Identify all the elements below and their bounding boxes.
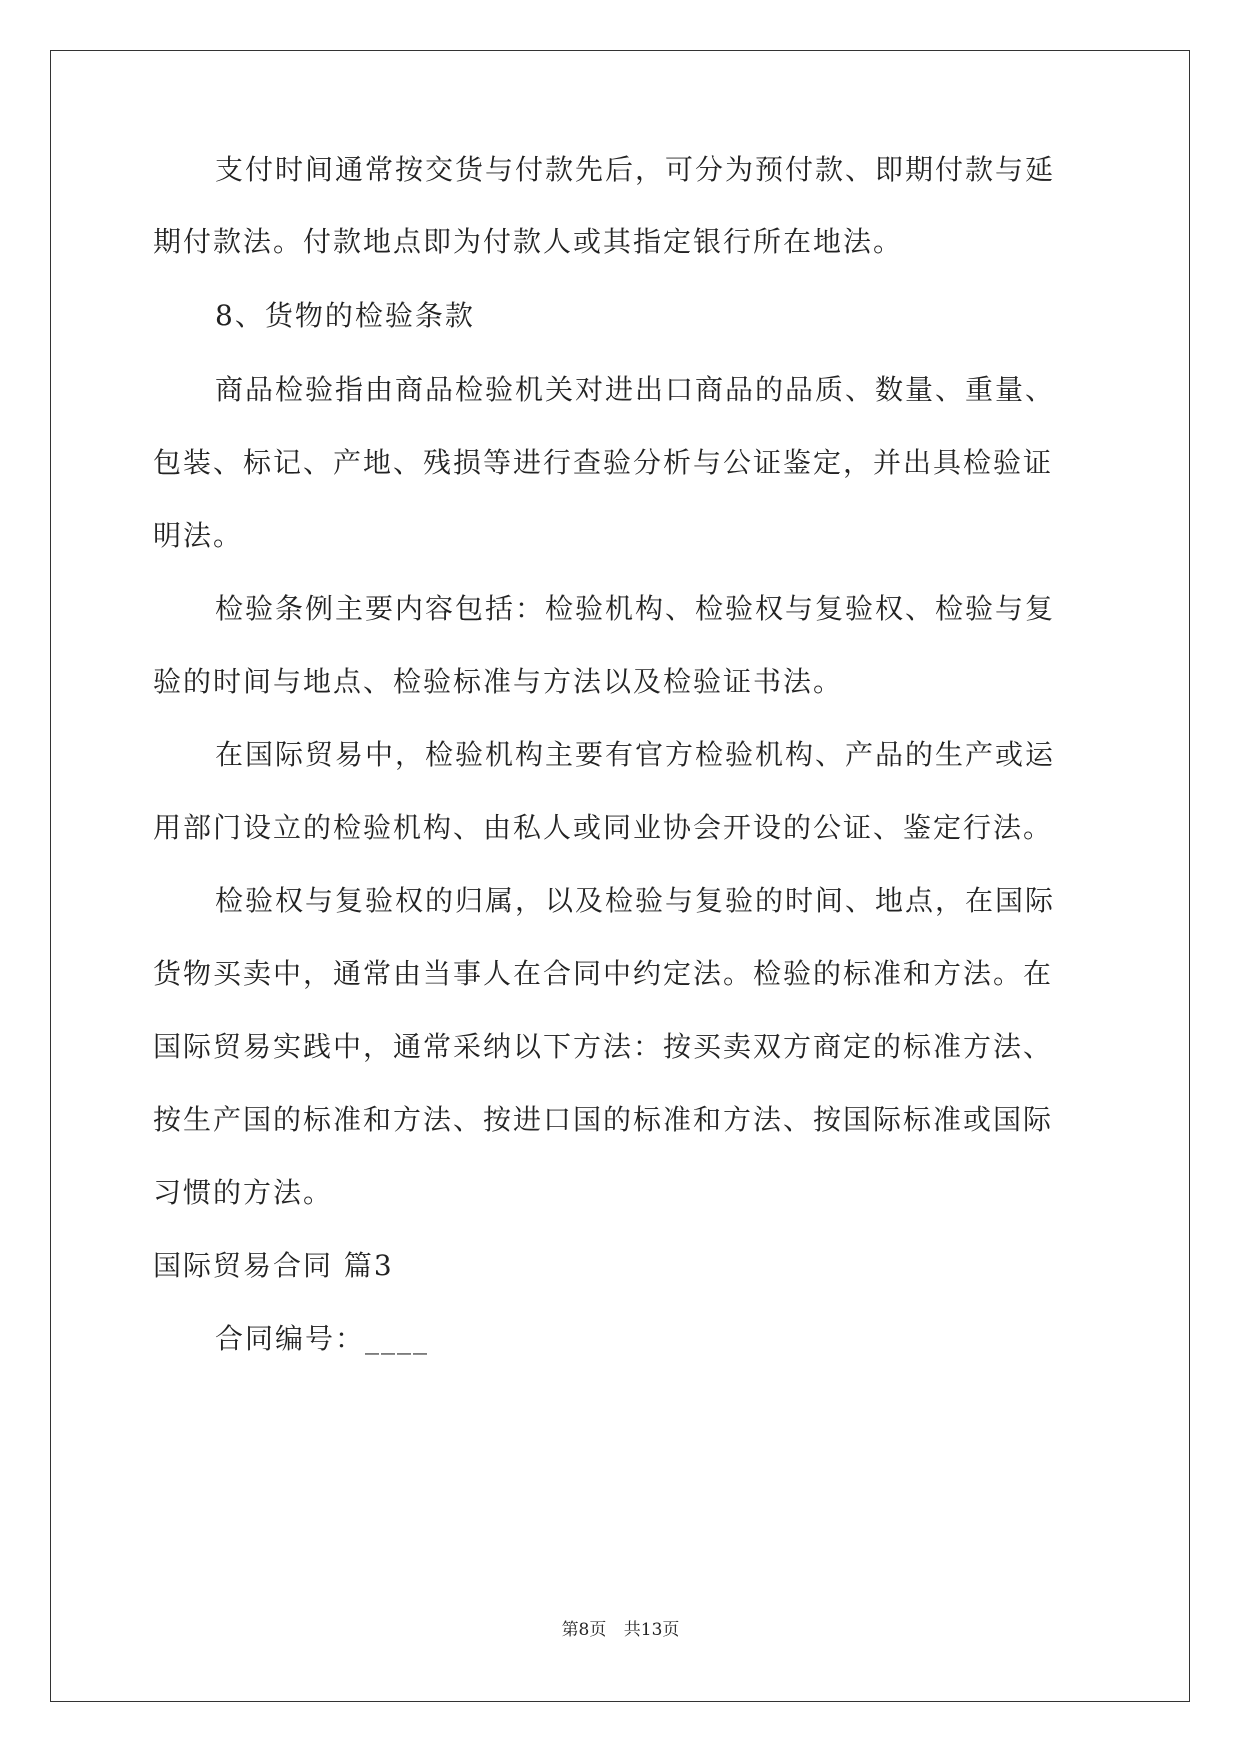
paragraph-line: 期付款法。付款地点即为付款人或其指定银行所在地法。 xyxy=(153,225,904,258)
paragraph-line: 检验权与复验权的归属，以及检验与复验的时间、地点，在国际 xyxy=(215,884,1056,917)
paragraph-line: 商品检验指由商品检验机关对进出口商品的品质、数量、重量、 xyxy=(215,373,1056,406)
paragraph-line: 支付时间通常按交货与付款先后，可分为预付款、即期付款与延 xyxy=(215,153,1056,186)
page-current: 第8页 xyxy=(561,1620,607,1640)
page-total: 共13页 xyxy=(623,1620,680,1640)
paragraph-line: 按生产国的标准和方法、按进口国的标准和方法、按国际标准或国际 xyxy=(153,1103,1054,1136)
paragraph-line: 习惯的方法。 xyxy=(153,1176,334,1209)
paragraph-line: 用部门设立的检验机构、由私人或同业协会开设的公证、鉴定行法。 xyxy=(153,811,1054,844)
contract-heading: 国际贸易合同 篇3 xyxy=(153,1249,394,1282)
section-heading: 8、货物的检验条款 xyxy=(215,299,475,332)
paragraph-line: 包装、标记、产地、残损等进行查验分析与公证鉴定，并出具检验证 xyxy=(153,446,1054,479)
paragraph-line: 货物买卖中，通常由当事人在合同中约定法。检验的标准和方法。在 xyxy=(153,957,1054,990)
paragraph-line: 在国际贸易中，检验机构主要有官方检验机构、产品的生产或运 xyxy=(215,738,1056,771)
paragraph-line: 验的时间与地点、检验标准与方法以及检验证书法。 xyxy=(153,665,844,698)
contract-number-field: 合同编号：____ xyxy=(215,1322,430,1355)
paragraph-line: 国际贸易实践中，通常采纳以下方法：按买卖双方商定的标准方法、 xyxy=(153,1030,1054,1063)
paragraph-line: 检验条例主要内容包括：检验机构、检验权与复验权、检验与复 xyxy=(215,592,1056,625)
page-footer xyxy=(0,1615,1241,1640)
paragraph-line: 明法。 xyxy=(153,519,244,552)
